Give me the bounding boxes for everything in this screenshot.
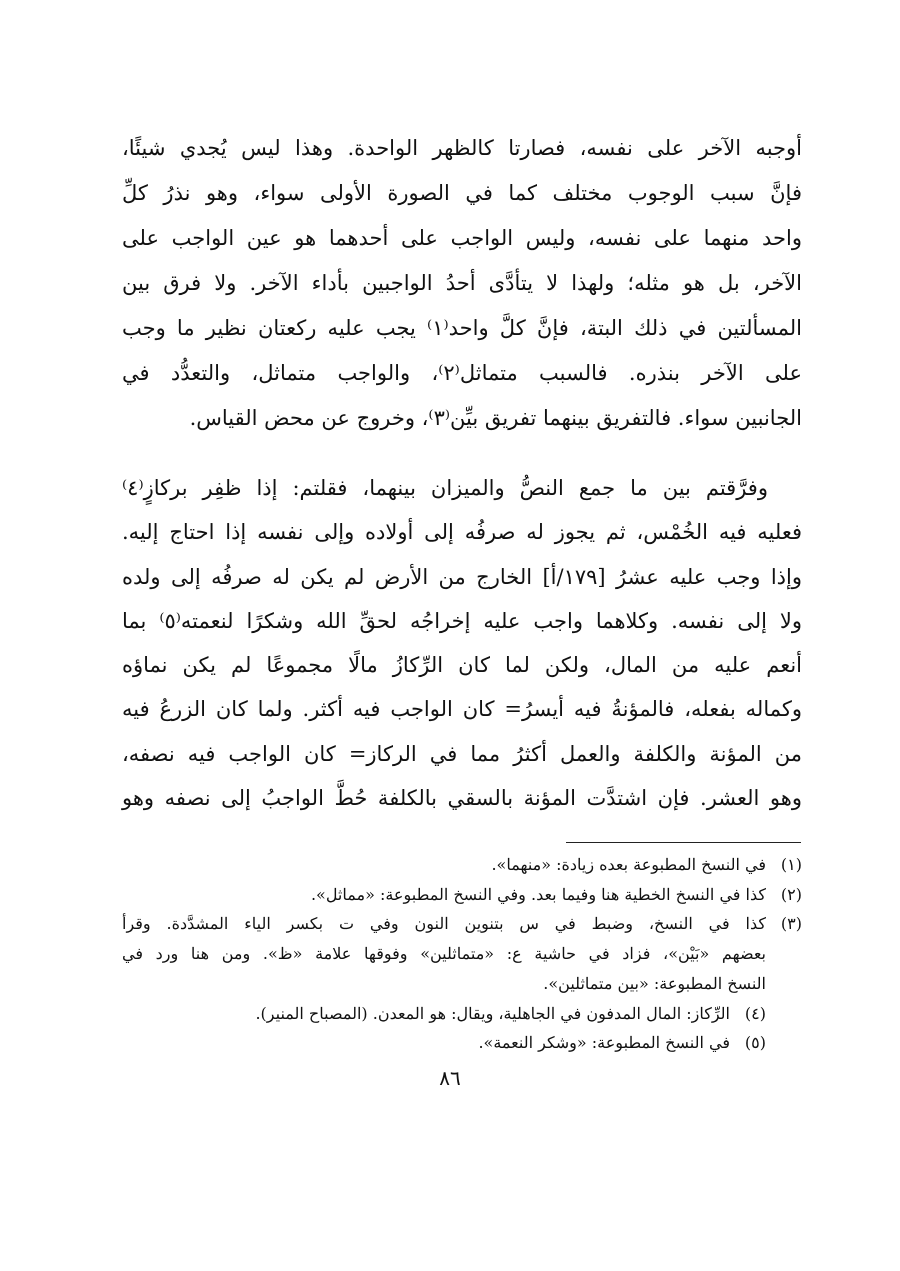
text-line: المسألتين في ذلك البتة، فإنَّ كلَّ واحد⁽١⁾ يجب عليه ركعتان نظير ما وجب [122, 316, 803, 340]
footnotes [122, 850, 802, 1058]
text-line: فعليه فيه الخُمْس، ثم يجوز له صرفُه إلى أولاده وإلى نفسه إذا احتاج إليه. [122, 520, 802, 545]
footnote-text: بعضهم «بَيْن»، فزاد في حاشية ع: «متماثلين» وفوقها علامة «ظ». ومن هنا ورد في [122, 944, 767, 964]
footnote-text: النسخ المطبوعة: «بين متماثلين». [543, 973, 766, 993]
text-line: ولا إلى نفسه. وكلاهما واجب عليه إخراجُه لحقِّ الله وشكرًا لنعمته⁽٥⁾ بما [122, 608, 802, 633]
footnote-number: (٥) [744, 1033, 766, 1053]
text-line: وفرَّقتم بين ما جمع النصُّ والميزان بينهما، فقلتم: إذا ظفِر بركازٍ⁽٤⁾ [122, 476, 768, 500]
text-line: واحد منهما على نفسه، وليس الواجب على أحدهما هو عين الواجب على [122, 226, 802, 250]
text-line: الجانبين سواء. فالتفريق بينهما تفريق بيِّن⁽٣⁾، وخروج عن محض القياس. [189, 406, 802, 430]
footnote-number: (٤) [744, 1003, 766, 1023]
text-line: على الآخر بنذره. فالسبب متماثل⁽٢⁾، والواجب متماثل، والتعدُّد في [122, 361, 802, 385]
footnote-text: في النسخ المطبوعة بعده زيادة: «منهما». [491, 855, 766, 874]
text-line: وكماله بفعله، فالمؤنةُ فيه أيسرُ= كان الواجب فيه أكثر. ولما كان الزرعُ فيه [122, 697, 802, 722]
paragraph-1 [122, 126, 802, 441]
footnote-text: الرِّكاز: المال المدفون في الجاهلية، ويقال: هو المعدن. (المصباح المنير). [255, 1003, 730, 1023]
text-line: من المؤنة والكلفة والعمل أكثرُ مما في الركاز= كان الواجب فيه نصفه، [122, 741, 802, 766]
footnote-3 [122, 909, 802, 998]
footnote-separator [566, 842, 801, 843]
footnote-1 [122, 850, 802, 880]
text-line: الآخر، بل هو مثله؛ ولهذا لا يتأدَّى أحدُ الواجبين بأداء الآخر. ولا فرق بين [122, 271, 802, 295]
text-line: وهو العشر. فإن اشتدَّت المؤنة بالسقي بالكلفة حُطَّ الواجبُ إلى نصفه وهو [122, 786, 802, 811]
page-number: ٨٦ [439, 1066, 461, 1090]
paragraph-2 [122, 466, 802, 820]
text-line: وإذا وجب عليه عشرُ [١٧٩/أ] الخارج من الأرض لم يكن له صرفُه إلى ولده [122, 564, 802, 589]
footnote-2 [122, 880, 802, 910]
text-line: فإنَّ سبب الوجوب مختلف كما في الصورة الأولى سواء، وهو نذرُ كلِّ [122, 181, 802, 205]
text-line: أنعم عليه من المال، ولكن لما كان الرِّكازُ مالًا مجموعًا لم يكن نماؤه [122, 653, 802, 678]
footnote-text: كذا في النسخ، وضبط في س بتنوين النون وفي ت بكسر الياء المشدَّدة. وقرأ [122, 914, 767, 934]
footnote-number: (٣) [780, 914, 802, 934]
footnote-4 [122, 999, 802, 1029]
text-line: أوجبه الآخر على نفسه، فصارتا كالظهر الواحدة. وهذا ليس يُجدي شيئًا، [122, 136, 802, 160]
footnote-text: في النسخ المطبوعة: «وشكر النعمة». [478, 1033, 730, 1053]
footnote-5 [122, 1028, 802, 1058]
footnote-text: كذا في النسخ الخطية هنا وفيما بعد. وفي النسخ المطبوعة: «مماثل». [310, 884, 766, 904]
footnote-number: (١) [780, 855, 802, 874]
footnote-number: (٢) [780, 884, 802, 904]
